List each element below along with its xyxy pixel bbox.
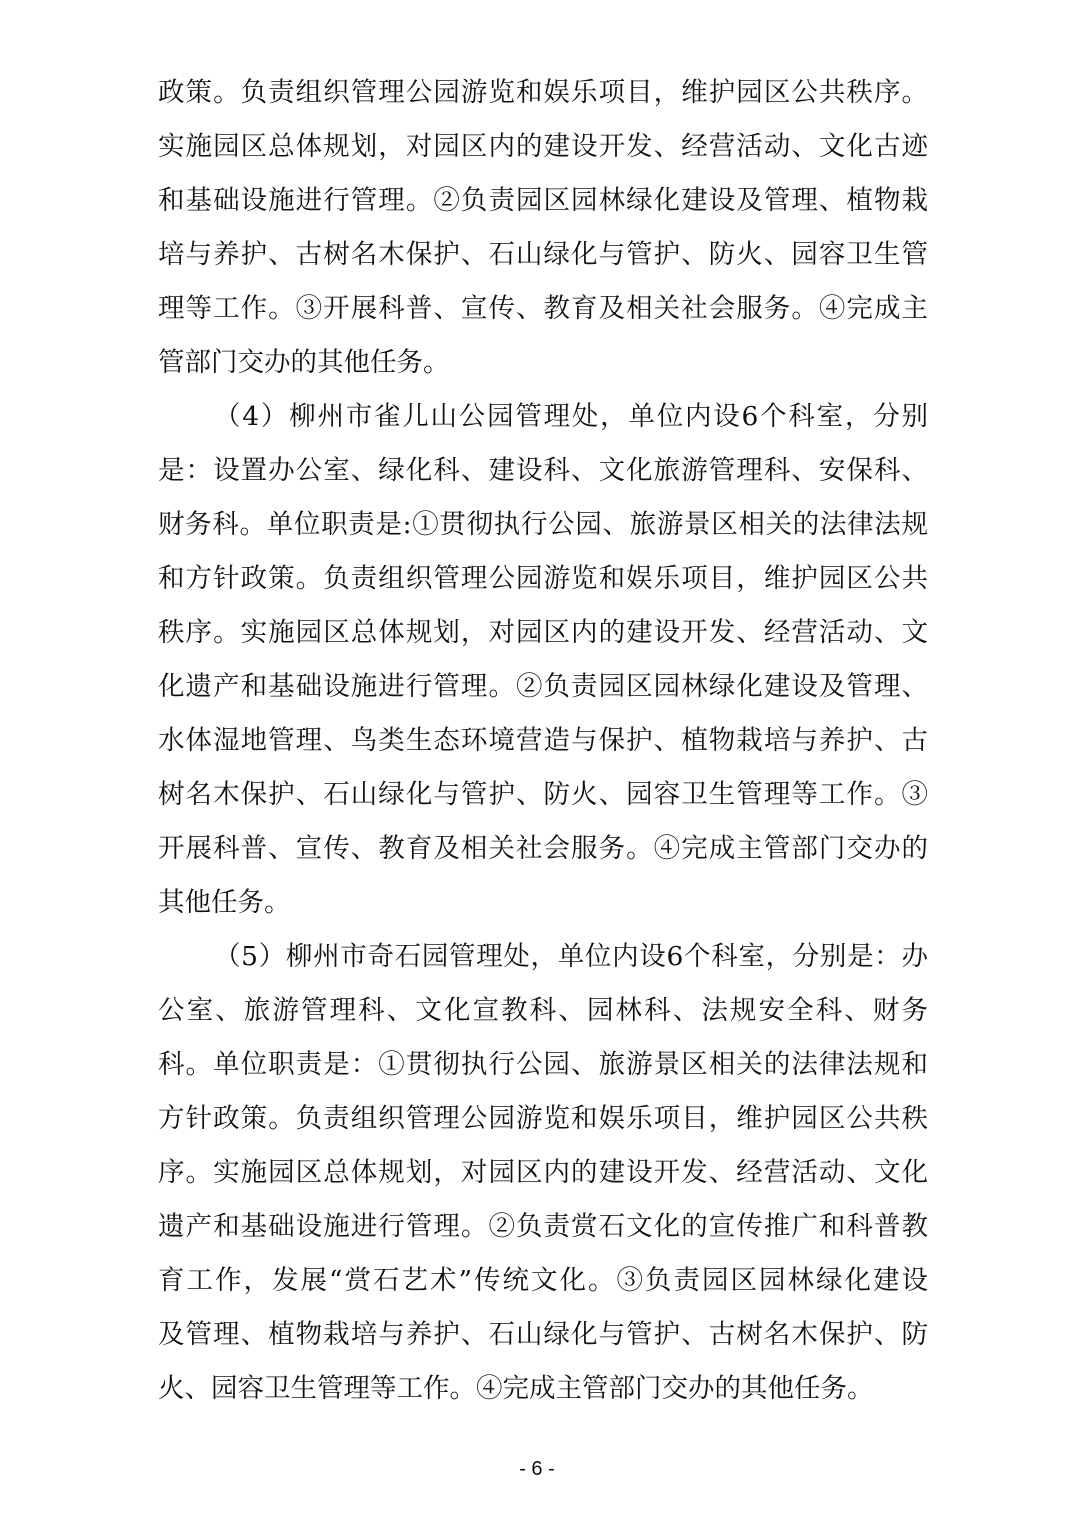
text-line: 管部门交办的其他任务。 xyxy=(158,347,450,378)
text-line: 序。实施园区总体规划，对园区内的建设开发、经营活动、文化 xyxy=(158,1157,928,1188)
text-line: 遗产和基础设施进行管理。②负责赏石文化的宣传推广和科普教 xyxy=(158,1211,928,1242)
text-line: 其他任务。 xyxy=(158,887,291,918)
text-line: 培与养护、古树名木保护、石山绿化与管护、防火、园容卫生管 xyxy=(158,239,928,270)
text-line: 育工作，发展“赏石艺术”传统文化。③负责园区园林绿化建设 xyxy=(158,1265,928,1296)
text-line: 公室、旅游管理科、文化宣教科、园林科、法规安全科、财务 xyxy=(158,995,928,1026)
paragraph-4-first-line: （4）柳州市雀儿山公园管理处，单位内设6个科室，分别 xyxy=(214,401,928,432)
text-line: 方针政策。负责组织管理公园游览和娱乐项目，维护园区公共秩 xyxy=(158,1103,928,1134)
text-line: 财务科。单位职责是:①贯彻执行公园、旅游景区相关的法律法规 xyxy=(158,509,928,540)
text-line: 秩序。实施园区总体规划，对园区内的建设开发、经营活动、文 xyxy=(158,617,928,648)
text-line: 科。单位职责是：①贯彻执行公园、旅游景区相关的法律法规和 xyxy=(158,1049,928,1080)
text-line: 和方针政策。负责组织管理公园游览和娱乐项目，维护园区公共 xyxy=(158,563,928,594)
text-line: 和基础设施进行管理。②负责园区园林绿化建设及管理、植物栽 xyxy=(158,185,928,216)
text-line: 化遗产和基础设施进行管理。②负责园区园林绿化建设及管理、 xyxy=(158,671,928,702)
text-line: 政策。负责组织管理公园游览和娱乐项目，维护园区公共秩序。 xyxy=(158,77,928,108)
text-line: 实施园区总体规划，对园区内的建设开发、经营活动、文化古迹 xyxy=(158,131,928,162)
text-line: 及管理、植物栽培与养护、石山绿化与管护、古树名木保护、防 xyxy=(158,1319,928,1350)
document-body xyxy=(158,66,928,1416)
paragraph-5-first-line: （5）柳州市奇石园管理处，单位内设6个科室，分别是：办 xyxy=(214,941,928,972)
text-line: 开展科普、宣传、教育及相关社会服务。④完成主管部门交办的 xyxy=(158,833,928,864)
text-line: 树名木保护、石山绿化与管护、防火、园容卫生管理等工作。③ xyxy=(158,779,928,810)
text-line: 是：设置办公室、绿化科、建设科、文化旅游管理科、安保科、 xyxy=(158,455,928,486)
page-number: - 6 - xyxy=(519,1458,555,1480)
text-line: 水体湿地管理、鸟类生态环境营造与保护、植物栽培与养护、古 xyxy=(158,725,928,756)
text-line: 理等工作。③开展科普、宣传、教育及相关社会服务。④完成主 xyxy=(158,293,928,324)
text-line: 火、园容卫生管理等工作。④完成主管部门交办的其他任务。 xyxy=(158,1373,874,1404)
